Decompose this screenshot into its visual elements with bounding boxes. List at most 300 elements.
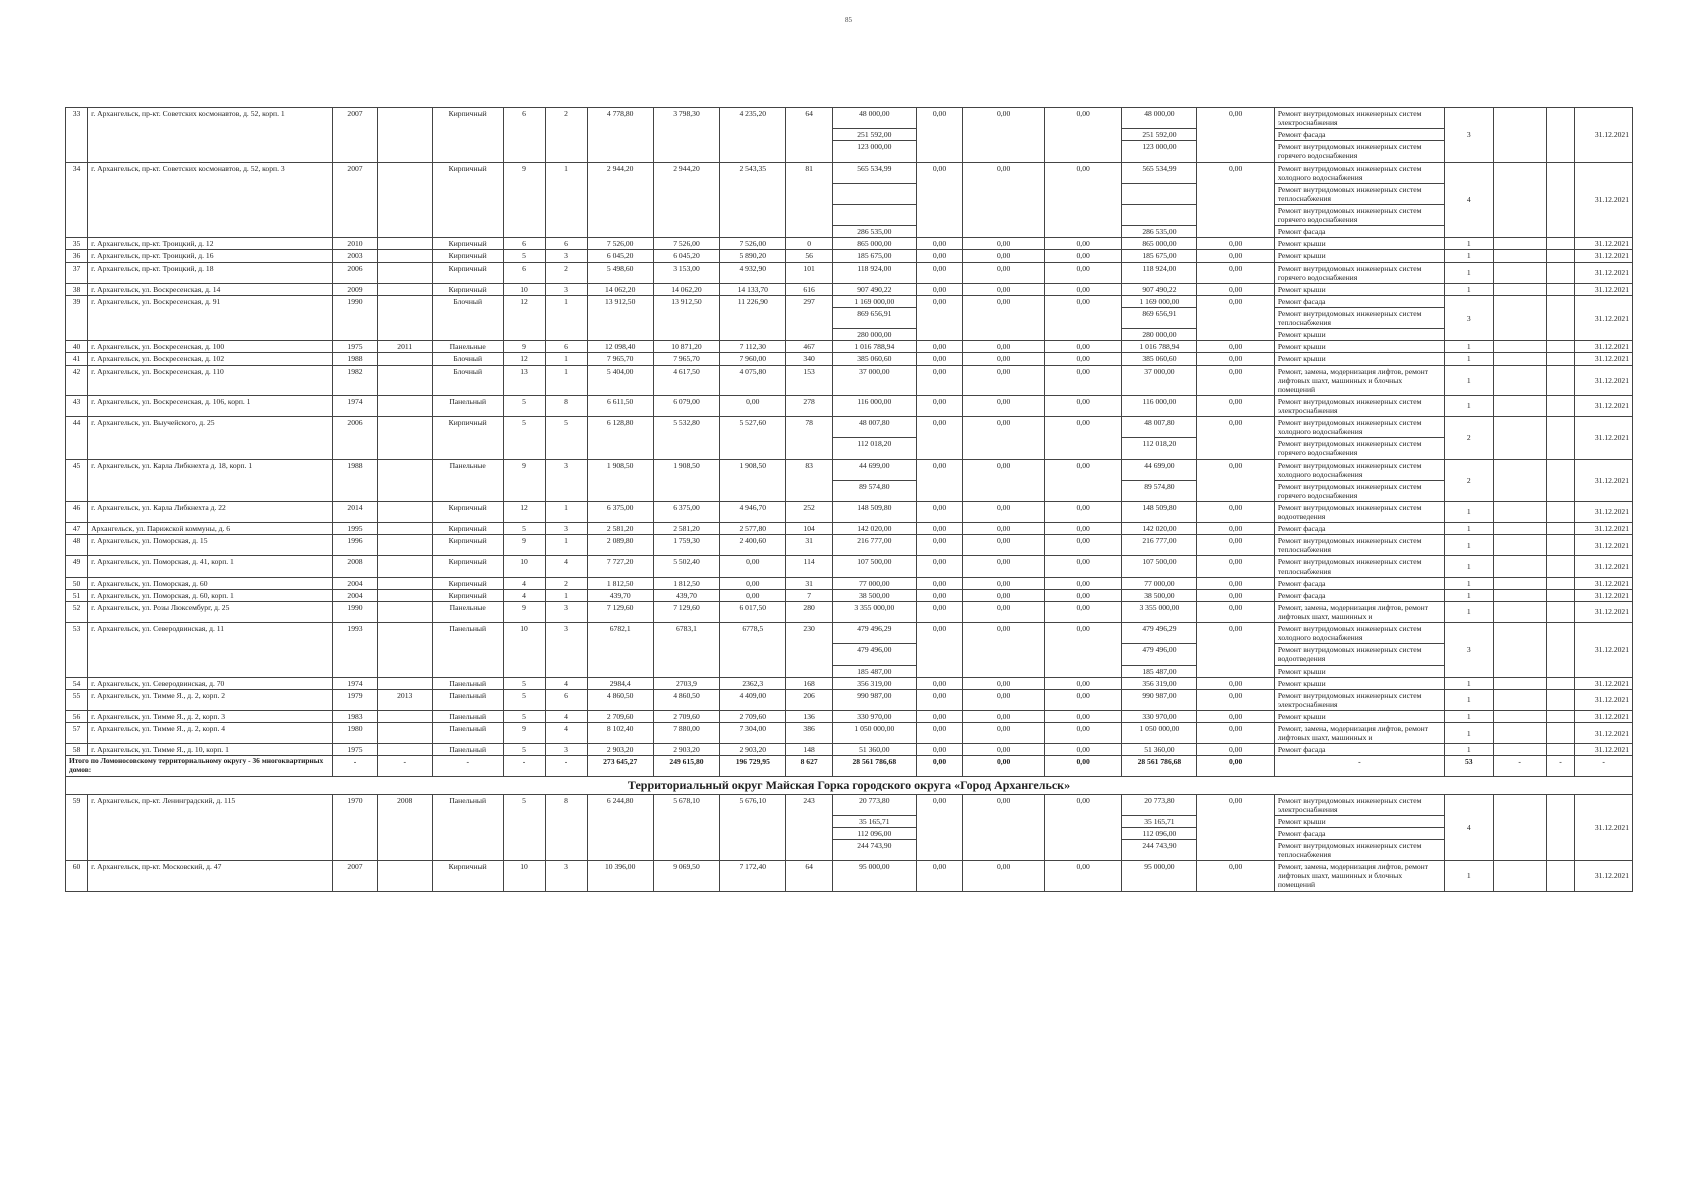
area-total-cell: 2 944,20: [587, 162, 653, 238]
works-count-cell: 1: [1444, 577, 1493, 589]
other-source-cell: 0,00: [1197, 108, 1274, 163]
row-number: 43: [66, 395, 88, 416]
floors-cell: 6: [503, 262, 545, 283]
area-owned-cell: 4 946,70: [720, 501, 786, 522]
table-row: [66, 283, 1633, 295]
address-cell: г. Архангельск, пр-кт. Троицкий, д. 18: [88, 262, 333, 283]
entrances-cell: 3: [545, 744, 587, 756]
empty-cell: [1546, 341, 1575, 353]
area-total-cell: 6 375,00: [587, 501, 653, 522]
empty-cell: [1493, 689, 1546, 710]
empty-cell: [1546, 556, 1575, 577]
deadline-cell: 31.12.2021: [1575, 417, 1633, 459]
empty-cell: [1546, 262, 1575, 283]
row-number: 58: [66, 744, 88, 756]
area-residential-cell: 6 045,20: [653, 250, 719, 262]
year-renovation-cell: [377, 283, 432, 295]
deadline-cell: 31.12.2021: [1575, 262, 1633, 283]
residents-cell: 83: [786, 459, 832, 501]
entrances-cell: 5: [545, 417, 587, 459]
cost-cell: [832, 204, 916, 225]
floors-cell: 6: [503, 238, 545, 250]
other-source-cell: 0,00: [1197, 459, 1274, 501]
fund-cell: 869 656,91: [1122, 307, 1197, 328]
funding-zero-cell: 0,00: [1044, 523, 1121, 535]
address-cell: г. Архангельск, ул. Северодвинская, д. 11: [88, 623, 333, 678]
residents-cell: 78: [786, 417, 832, 459]
deadline-cell: 31.12.2021: [1575, 861, 1633, 891]
funding-zero-cell: 0,00: [916, 353, 962, 365]
fund-cell: 385 060,60: [1122, 353, 1197, 365]
work-type-cell: Ремонт крыши: [1274, 711, 1444, 723]
empty-cell: [1493, 523, 1546, 535]
entrances-cell: 2: [545, 262, 587, 283]
area-owned-cell: 0,00: [720, 577, 786, 589]
table-row: [66, 711, 1633, 723]
address-cell: г. Архангельск, ул. Поморская, д. 60: [88, 577, 333, 589]
cost-cell: 185 487,00: [832, 665, 916, 677]
table-row: [66, 689, 1633, 710]
empty-cell: [1546, 108, 1575, 163]
fund-cell: 148 509,80: [1122, 501, 1197, 522]
cost-cell: 869 656,91: [832, 307, 916, 328]
funding-zero-cell: 0,00: [916, 250, 962, 262]
other-source-cell: 0,00: [1197, 556, 1274, 577]
year-cell: 1996: [333, 535, 377, 556]
residents-cell: 56: [786, 250, 832, 262]
fund-cell: 48 007,80: [1122, 417, 1197, 438]
funding-zero-cell: 0,00: [1044, 395, 1121, 416]
area-total-cell: 7 727,20: [587, 556, 653, 577]
area-residential-cell: 5 502,40: [653, 556, 719, 577]
year-renovation-cell: [377, 459, 432, 501]
material-cell: Кирпичный: [432, 162, 503, 238]
row-number: 39: [66, 295, 88, 340]
funding-zero-cell: 0,00: [1044, 601, 1121, 622]
empty-cell: [1546, 794, 1575, 861]
work-type-cell: Ремонт внутридомовых инженерных систем теплоснабжения: [1274, 840, 1444, 861]
total-dash: -: [503, 756, 545, 777]
year-cell: 2003: [333, 250, 377, 262]
fund-cell: 1 016 788,94: [1122, 341, 1197, 353]
work-type-cell: Ремонт фасада: [1274, 129, 1444, 141]
table-row: [66, 262, 1633, 283]
year-cell: 2008: [333, 556, 377, 577]
work-type-cell: Ремонт фасада: [1274, 577, 1444, 589]
fund-cell: 89 574,80: [1122, 480, 1197, 501]
fund-cell: 3 355 000,00: [1122, 601, 1197, 622]
material-cell: Панельные: [432, 459, 503, 501]
entrances-cell: 3: [545, 623, 587, 678]
year-renovation-cell: [377, 365, 432, 395]
work-type-cell: Ремонт внутридомовых инженерных систем горячего водоснабжения: [1274, 141, 1444, 162]
other-source-cell: 0,00: [1197, 723, 1274, 744]
area-total-cell: 12 098,40: [587, 341, 653, 353]
table-row: [66, 523, 1633, 535]
total-area: 273 645,27: [587, 756, 653, 777]
residents-cell: 104: [786, 523, 832, 535]
residents-cell: 64: [786, 861, 832, 891]
deadline-cell: 31.12.2021: [1575, 794, 1633, 861]
floors-cell: 5: [503, 523, 545, 535]
address-cell: г. Архангельск, ул. Тимме Я., д. 2, корп. 4: [88, 723, 333, 744]
funding-zero-cell: 0,00: [1044, 711, 1121, 723]
deadline-cell: 31.12.2021: [1575, 459, 1633, 501]
floors-cell: 10: [503, 861, 545, 891]
year-cell: 1990: [333, 295, 377, 340]
material-cell: Кирпичный: [432, 556, 503, 577]
cost-cell: 216 777,00: [832, 535, 916, 556]
year-cell: 1979: [333, 689, 377, 710]
floors-cell: 5: [503, 677, 545, 689]
material-cell: Блочный: [432, 295, 503, 340]
empty-cell: [1546, 577, 1575, 589]
cost-cell: 330 970,00: [832, 711, 916, 723]
floors-cell: 12: [503, 353, 545, 365]
residents-cell: 467: [786, 341, 832, 353]
page-number: 85: [845, 16, 852, 24]
funding-zero-cell: 0,00: [963, 501, 1045, 522]
year-cell: 1970: [333, 794, 377, 861]
area-residential-cell: 6 375,00: [653, 501, 719, 522]
funding-zero-cell: 0,00: [963, 589, 1045, 601]
row-number: 38: [66, 283, 88, 295]
area-owned-cell: 6 017,50: [720, 601, 786, 622]
funding-zero-cell: 0,00: [1044, 353, 1121, 365]
cost-cell: 479 496,29: [832, 623, 916, 644]
area-total-cell: 14 062,20: [587, 283, 653, 295]
cost-cell: 990 987,00: [832, 689, 916, 710]
other-source-cell: 0,00: [1197, 711, 1274, 723]
empty-cell: [1546, 417, 1575, 459]
work-type-cell: Ремонт, замена, модернизация лифтов, ремонт лифтовых шахт, машинных и: [1274, 601, 1444, 622]
year-renovation-cell: [377, 861, 432, 891]
funding-zero-cell: 0,00: [1044, 861, 1121, 891]
area-residential-cell: 1 812,50: [653, 577, 719, 589]
year-renovation-cell: [377, 711, 432, 723]
works-count-cell: 1: [1444, 589, 1493, 601]
works-count-cell: 1: [1444, 744, 1493, 756]
empty-cell: [1493, 623, 1546, 678]
entrances-cell: 1: [545, 162, 587, 238]
material-cell: Панельный: [432, 677, 503, 689]
empty-cell: [1493, 283, 1546, 295]
entrances-cell: 2: [545, 577, 587, 589]
year-renovation-cell: [377, 108, 432, 163]
year-renovation-cell: [377, 501, 432, 522]
address-cell: г. Архангельск, пр-кт. Ленинградский, д. 115: [88, 794, 333, 861]
works-count-cell: 1: [1444, 238, 1493, 250]
table-body: [66, 108, 1633, 892]
deadline-cell: 31.12.2021: [1575, 238, 1633, 250]
empty-cell: [1546, 295, 1575, 340]
empty-cell: [1546, 283, 1575, 295]
work-type-cell: Ремонт крыши: [1274, 815, 1444, 827]
total-dash: -: [1274, 756, 1444, 777]
works-count-cell: 2: [1444, 459, 1493, 501]
funding-zero-cell: 0,00: [1044, 283, 1121, 295]
funding-zero-cell: 0,00: [1044, 589, 1121, 601]
entrances-cell: 4: [545, 723, 587, 744]
area-residential-cell: 439,70: [653, 589, 719, 601]
deadline-cell: 31.12.2021: [1575, 283, 1633, 295]
material-cell: Кирпичный: [432, 523, 503, 535]
fund-cell: 38 500,00: [1122, 589, 1197, 601]
empty-cell: [1493, 295, 1546, 340]
total-area-residential: 249 615,80: [653, 756, 719, 777]
empty-cell: [1546, 501, 1575, 522]
area-total-cell: 7 526,00: [587, 238, 653, 250]
area-residential-cell: 3 153,00: [653, 262, 719, 283]
funding-zero-cell: 0,00: [963, 535, 1045, 556]
work-type-cell: Ремонт внутридомовых инженерных систем электроснабжения: [1274, 689, 1444, 710]
deadline-cell: 31.12.2021: [1575, 577, 1633, 589]
funding-zero-cell: 0,00: [916, 459, 962, 501]
area-residential-cell: 2 581,20: [653, 523, 719, 535]
address-cell: г. Архангельск, пр-кт. Московский, д. 47: [88, 861, 333, 891]
area-residential-cell: 13 912,50: [653, 295, 719, 340]
area-owned-cell: 0,00: [720, 556, 786, 577]
fund-cell: 116 000,00: [1122, 395, 1197, 416]
entrances-cell: 1: [545, 501, 587, 522]
entrances-cell: 8: [545, 395, 587, 416]
empty-cell: [1493, 794, 1546, 861]
deadline-cell: 31.12.2021: [1575, 601, 1633, 622]
work-type-cell: Ремонт внутридомовых инженерных систем теплоснабжения: [1274, 556, 1444, 577]
fund-cell: 51 360,00: [1122, 744, 1197, 756]
floors-cell: 5: [503, 417, 545, 459]
floors-cell: 5: [503, 395, 545, 416]
empty-cell: [1546, 365, 1575, 395]
residents-cell: 64: [786, 108, 832, 163]
area-owned-cell: 4 409,00: [720, 689, 786, 710]
fund-cell: 244 743,90: [1122, 840, 1197, 861]
area-total-cell: 1 908,50: [587, 459, 653, 501]
works-count-cell: 1: [1444, 523, 1493, 535]
address-cell: г. Архангельск, ул. Тимме Я., д. 10, корп. 1: [88, 744, 333, 756]
funding-zero-cell: 0,00: [916, 295, 962, 340]
funding-zero-cell: 0,00: [916, 262, 962, 283]
empty-cell: [1546, 677, 1575, 689]
works-count-cell: 1: [1444, 250, 1493, 262]
deadline-cell: 31.12.2021: [1575, 501, 1633, 522]
area-owned-cell: 4 075,80: [720, 365, 786, 395]
area-residential-cell: 7 129,60: [653, 601, 719, 622]
funding-zero-cell: 0,00: [916, 577, 962, 589]
work-type-cell: Ремонт крыши: [1274, 353, 1444, 365]
year-cell: 2007: [333, 162, 377, 238]
year-cell: 1983: [333, 711, 377, 723]
total-zero: 0,00: [1044, 756, 1121, 777]
other-source-cell: 0,00: [1197, 601, 1274, 622]
address-cell: г. Архангельск, ул. Воскресенская, д. 91: [88, 295, 333, 340]
other-source-cell: 0,00: [1197, 238, 1274, 250]
table-row: [66, 744, 1633, 756]
funding-zero-cell: 0,00: [1044, 794, 1121, 861]
work-type-cell: Ремонт крыши: [1274, 341, 1444, 353]
works-count-cell: 1: [1444, 395, 1493, 416]
table-row: [66, 353, 1633, 365]
area-owned-cell: 11 226,90: [720, 295, 786, 340]
row-number: 49: [66, 556, 88, 577]
funding-zero-cell: 0,00: [916, 744, 962, 756]
funding-zero-cell: 0,00: [963, 108, 1045, 163]
year-renovation-cell: [377, 601, 432, 622]
floors-cell: 4: [503, 589, 545, 601]
funding-zero-cell: 0,00: [963, 677, 1045, 689]
floors-cell: 4: [503, 577, 545, 589]
empty-cell: [1493, 459, 1546, 501]
year-renovation-cell: [377, 589, 432, 601]
work-type-cell: Ремонт, замена, модернизация лифтов, ремонт лифтовых шахт, машинных и блочных помещений: [1274, 861, 1444, 891]
area-total-cell: 6 611,50: [587, 395, 653, 416]
address-cell: г. Архангельск, ул. Воскресенская, д. 110: [88, 365, 333, 395]
cost-cell: 116 000,00: [832, 395, 916, 416]
empty-cell: [1493, 744, 1546, 756]
residents-cell: 230: [786, 623, 832, 678]
total-dash: -: [1546, 756, 1575, 777]
empty-cell: [1546, 353, 1575, 365]
material-cell: Кирпичный: [432, 262, 503, 283]
work-type-cell: Ремонт внутридомовых инженерных систем холодного водоснабжения: [1274, 162, 1444, 183]
empty-cell: [1546, 523, 1575, 535]
material-cell: Кирпичный: [432, 589, 503, 601]
works-count-cell: 3: [1444, 623, 1493, 678]
row-number: 46: [66, 501, 88, 522]
address-cell: г. Архангельск, ул. Поморская, д. 41, корп. 1: [88, 556, 333, 577]
other-source-cell: 0,00: [1197, 577, 1274, 589]
empty-cell: [1493, 723, 1546, 744]
fund-cell: 251 592,00: [1122, 129, 1197, 141]
address-cell: г. Архангельск, ул. Поморская, д. 60, корп. 1: [88, 589, 333, 601]
residents-cell: 252: [786, 501, 832, 522]
table-row: [66, 295, 1633, 307]
work-type-cell: Ремонт внутридомовых инженерных систем электроснабжения: [1274, 108, 1444, 129]
funding-zero-cell: 0,00: [1044, 417, 1121, 459]
cost-cell: 286 535,00: [832, 226, 916, 238]
year-cell: 1980: [333, 723, 377, 744]
work-type-cell: Ремонт внутридомовых инженерных систем водоотведения: [1274, 501, 1444, 522]
entrances-cell: 6: [545, 341, 587, 353]
empty-cell: [1546, 623, 1575, 678]
address-cell: г. Архангельск, ул. Воскресенская, д. 100: [88, 341, 333, 353]
row-number: 47: [66, 523, 88, 535]
fund-cell: 990 987,00: [1122, 689, 1197, 710]
cost-cell: 44 699,00: [832, 459, 916, 480]
deadline-cell: 31.12.2021: [1575, 535, 1633, 556]
floors-cell: 5: [503, 794, 545, 861]
table-row: [66, 395, 1633, 416]
work-type-cell: Ремонт внутридомовых инженерных систем теплоснабжения: [1274, 307, 1444, 328]
area-residential-cell: 9 069,50: [653, 861, 719, 891]
empty-cell: [1546, 395, 1575, 416]
section-row: [66, 777, 1633, 794]
other-source-cell: 0,00: [1197, 589, 1274, 601]
funding-zero-cell: 0,00: [1044, 250, 1121, 262]
area-residential-cell: 7 880,00: [653, 723, 719, 744]
funding-zero-cell: 0,00: [916, 365, 962, 395]
empty-cell: [1493, 861, 1546, 891]
funding-zero-cell: 0,00: [963, 238, 1045, 250]
entrances-cell: 1: [545, 365, 587, 395]
area-owned-cell: 2 543,35: [720, 162, 786, 238]
area-total-cell: 6 045,20: [587, 250, 653, 262]
other-source-cell: 0,00: [1197, 353, 1274, 365]
material-cell: Панельный: [432, 711, 503, 723]
funding-zero-cell: 0,00: [916, 417, 962, 459]
empty-cell: [1546, 744, 1575, 756]
year-cell: 1975: [333, 744, 377, 756]
table-row: [66, 623, 1633, 644]
deadline-cell: 31.12.2021: [1575, 341, 1633, 353]
floors-cell: 5: [503, 250, 545, 262]
empty-cell: [1493, 365, 1546, 395]
empty-cell: [1493, 577, 1546, 589]
year-cell: 2014: [333, 501, 377, 522]
works-count-cell: 1: [1444, 283, 1493, 295]
cost-cell: 142 020,00: [832, 523, 916, 535]
address-cell: г. Архангельск, ул. Воскресенская, д. 14: [88, 283, 333, 295]
material-cell: Кирпичный: [432, 577, 503, 589]
area-owned-cell: 2 903,20: [720, 744, 786, 756]
area-total-cell: 4 860,50: [587, 689, 653, 710]
cost-cell: 118 924,00: [832, 262, 916, 283]
funding-zero-cell: 0,00: [963, 794, 1045, 861]
funding-zero-cell: 0,00: [1044, 744, 1121, 756]
works-count-cell: 1: [1444, 501, 1493, 522]
area-owned-cell: 5 890,20: [720, 250, 786, 262]
area-residential-cell: 6 079,00: [653, 395, 719, 416]
cost-cell: 479 496,00: [832, 644, 916, 665]
residents-cell: 386: [786, 723, 832, 744]
empty-cell: [1546, 238, 1575, 250]
year-renovation-cell: [377, 395, 432, 416]
material-cell: Кирпичный: [432, 108, 503, 163]
fund-cell: 286 535,00: [1122, 226, 1197, 238]
fund-cell: 907 490,22: [1122, 283, 1197, 295]
works-count-cell: 4: [1444, 162, 1493, 238]
fund-cell: 479 496,00: [1122, 644, 1197, 665]
residents-cell: 280: [786, 601, 832, 622]
residents-cell: 340: [786, 353, 832, 365]
deadline-cell: 31.12.2021: [1575, 365, 1633, 395]
total-zero: 0,00: [1197, 756, 1274, 777]
empty-cell: [1546, 162, 1575, 238]
work-type-cell: Ремонт крыши: [1274, 329, 1444, 341]
cost-cell: 251 592,00: [832, 129, 916, 141]
cost-cell: 1 016 788,94: [832, 341, 916, 353]
cost-cell: 51 360,00: [832, 744, 916, 756]
cost-cell: 907 490,22: [832, 283, 916, 295]
cost-cell: 1 050 000,00: [832, 723, 916, 744]
empty-cell: [1546, 861, 1575, 891]
empty-cell: [1493, 677, 1546, 689]
funding-zero-cell: 0,00: [916, 689, 962, 710]
funding-zero-cell: 0,00: [963, 623, 1045, 678]
table-row: [66, 341, 1633, 353]
other-source-cell: 0,00: [1197, 365, 1274, 395]
table-row: [66, 589, 1633, 601]
funding-zero-cell: 0,00: [916, 601, 962, 622]
entrances-cell: 4: [545, 556, 587, 577]
area-owned-cell: 7 172,40: [720, 861, 786, 891]
empty-cell: [1493, 108, 1546, 163]
funding-zero-cell: 0,00: [916, 861, 962, 891]
floors-cell: 10: [503, 623, 545, 678]
works-count-cell: 1: [1444, 262, 1493, 283]
area-residential-cell: 2 903,20: [653, 744, 719, 756]
row-number: 36: [66, 250, 88, 262]
